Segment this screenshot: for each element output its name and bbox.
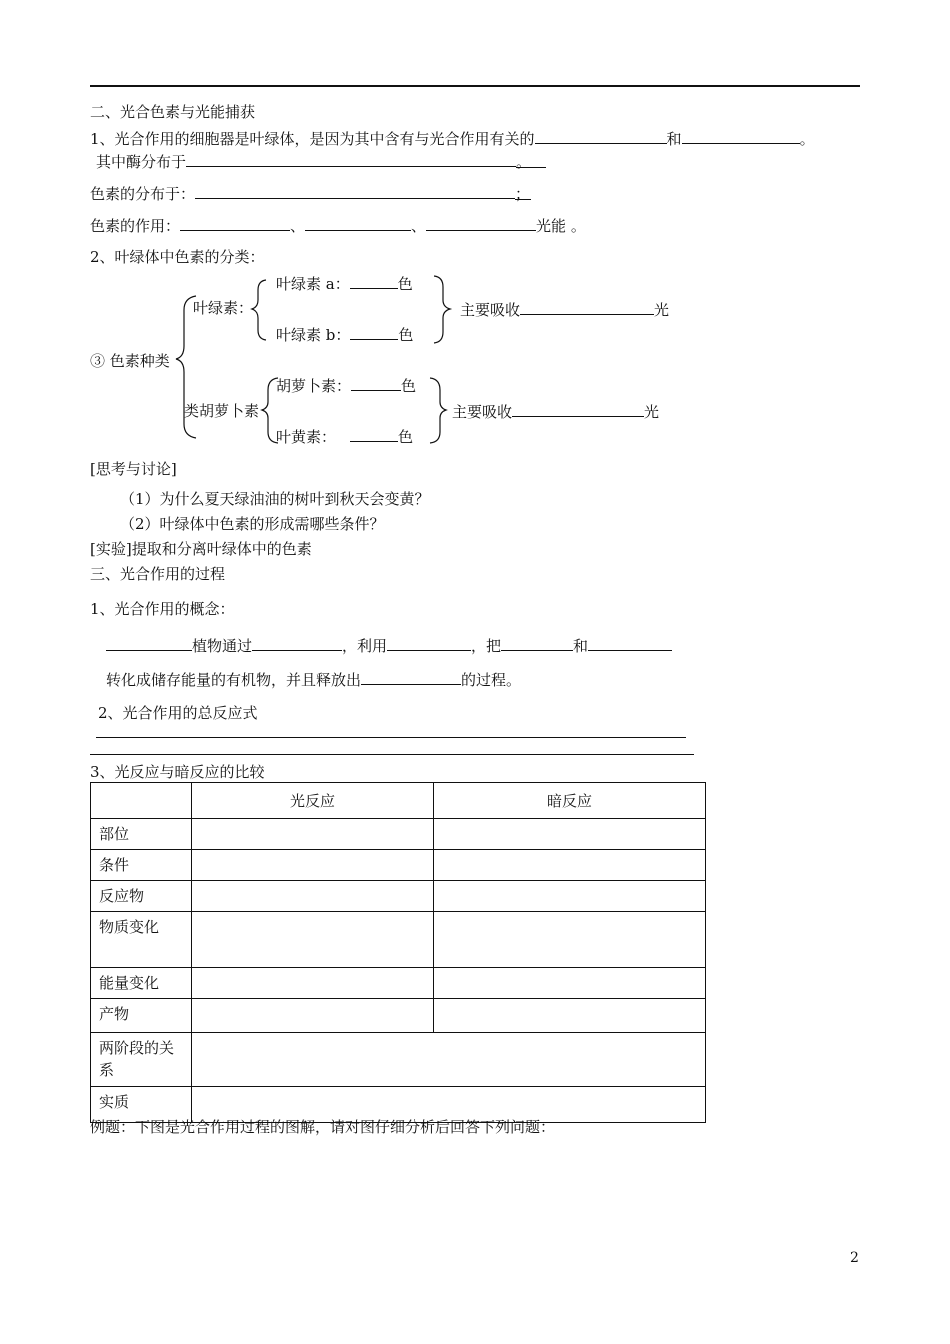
table-cell[interactable] [434,819,706,850]
table-cell[interactable] [434,968,706,999]
enzyme-line: 其中酶分布于 。 [96,152,546,171]
equation-title: 2、光合作用的总反应式 [98,704,258,722]
table-header-dark: 暗反应 [434,783,706,819]
concept-line-2: 转化成储存能量的有机物，并且释放出 的过程。 [106,671,522,689]
row-label: 产物 [91,999,192,1033]
brace-car [262,378,278,443]
blank[interactable] [501,636,573,651]
row-label: 条件 [91,850,192,881]
table-cell[interactable] [434,881,706,912]
table-cell[interactable] [192,819,434,850]
table-cell[interactable] [192,850,434,881]
blank[interactable] [361,670,461,685]
table-header-light: 光反应 [192,783,434,819]
example-line: 例题：下图是光合作用过程的图解，请对图仔细分析后回答下列问题： [90,1118,556,1136]
blank[interactable] [387,636,471,651]
table-cell[interactable] [434,999,706,1033]
table-cell[interactable] [192,912,434,968]
chl-label: 叶绿素： [193,299,254,317]
absorb-line-2: 主要吸收 光 [452,403,660,421]
table-cell[interactable] [434,850,706,881]
page-number: 2 [850,1250,859,1266]
concept-title: 1、光合作用的概念： [90,600,235,618]
brace-main [176,296,196,438]
row-label: 能量变化 [91,968,192,999]
pigment-function: 色素的作用： 、 、 光能 。 [90,217,586,235]
carotenoid-label: 类胡萝卜素 [184,402,260,420]
blank[interactable] [106,636,192,651]
row-label: 实质 [91,1087,192,1123]
think-title: [思考与讨论] [90,460,177,478]
table-cell[interactable] [192,1033,706,1087]
row-label: 部位 [91,819,192,850]
concept-line-1: 植物通过 ，利用 ，把 和 [106,636,672,655]
experiment-line: [实验]提取和分离叶绿体中的色素 [90,540,312,558]
blank[interactable] [588,636,672,651]
section2-title: 二、光合色素与光能捕获 [90,103,256,121]
table-cell[interactable] [192,999,434,1033]
brace-chl [252,280,266,340]
think-q2: （2）叶绿体中色素的形成需哪些条件？ [120,515,385,533]
comparison-table [90,782,706,1123]
xanthophyll-line: 叶黄素： 色 [276,428,414,446]
row-label: 物质变化 [91,912,192,968]
table-cell[interactable] [192,881,434,912]
table-header-cell [91,783,192,819]
blank[interactable] [252,636,342,651]
chl-a-line: 叶绿素 a： 色 [276,275,413,293]
brace-lines [0,0,950,460]
brace-car-right [430,378,446,443]
absorb-line-1: 主要吸收 光 [460,301,670,319]
row-label: 反应物 [91,881,192,912]
question-2: 2、叶绿体中色素的分类： [90,248,265,266]
answer-line[interactable] [96,737,686,738]
compare-title: 3、光反应与暗反应的比较 [90,763,265,781]
brace-chl-right [434,276,450,343]
question-1: 1、光合作用的细胞器是叶绿体，是因为其中含有与光合作用有关的 和 。 [90,130,815,148]
section3-title: 三、光合作用的过程 [90,565,226,583]
think-q1: （1）为什么夏天绿油油的树叶到秋天会变黄？ [120,490,430,508]
pigment-location: 色素的分布于： ； [90,185,531,203]
carotene-line: 胡萝卜素： 色 [276,377,417,395]
answer-line[interactable] [90,754,694,755]
pigment-types-label: ③ 色素种类 [90,352,170,370]
table-cell[interactable] [192,968,434,999]
chl-b-line: 叶绿素 b： 色 [276,326,414,344]
row-label: 两阶段的关系 [91,1033,192,1087]
table-cell[interactable] [434,912,706,968]
